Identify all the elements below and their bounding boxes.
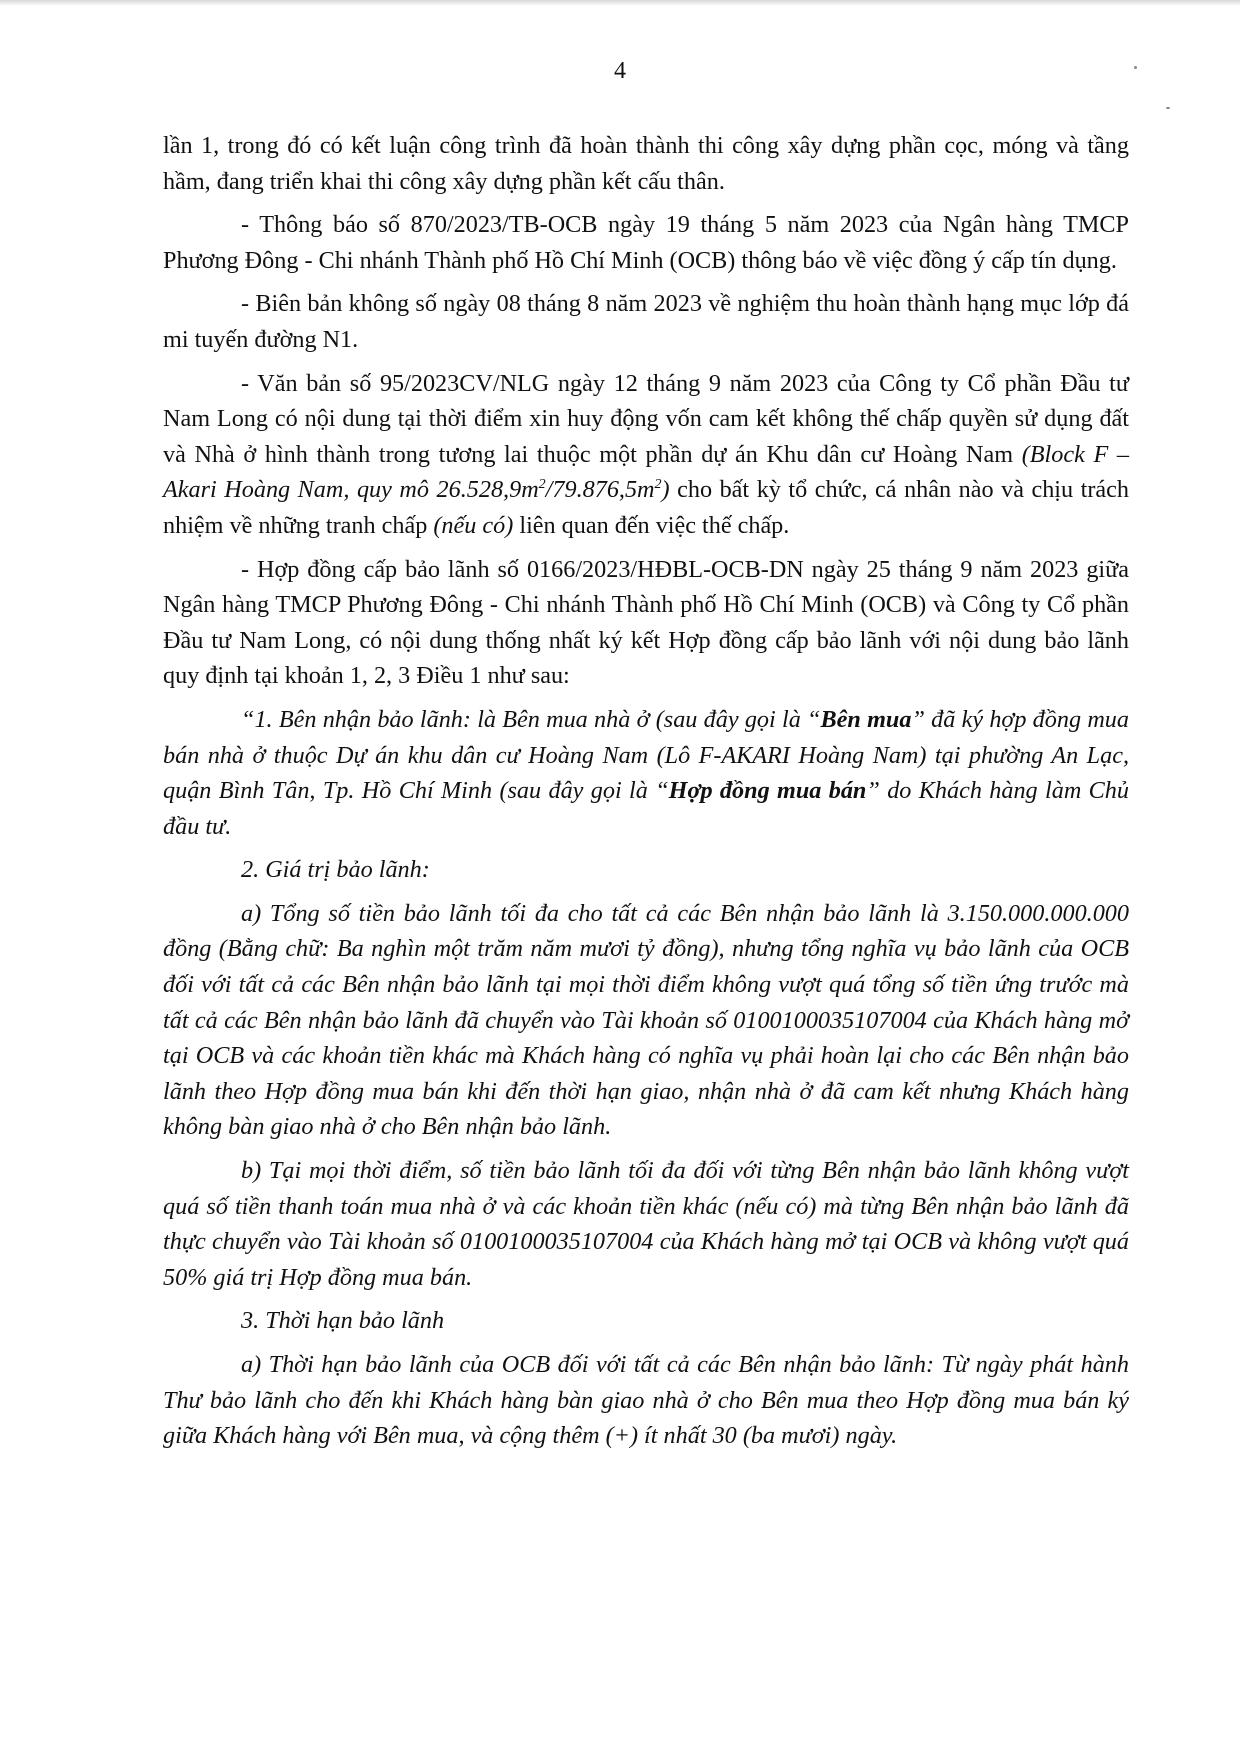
document-body [163,128,1129,1462]
text-run: /79.876,5m [545,476,655,504]
emphasis: Hợp đồng mua bán [668,777,867,805]
text-run: (nếu có) [433,511,514,539]
superscript: 2 [538,477,546,493]
scan-speck [1166,107,1170,109]
scan-edge [0,0,1240,6]
text-run: ) [661,476,670,504]
paragraph: lần 1, trong đó có kết luận công trình đã hoàn thành thi công xây dựng phần cọc, móng và tầng hầm, đang triển khai thi công xây dựng phần kết cấu thân. [163,132,1129,195]
quoted-clause: a) Tổng số tiền bảo lãnh tối đa cho tất cả các Bên nhận bảo lãnh là 3.150.000.000.000 đồng (Bằng chữ: Ba nghìn một trăm năm mươi tỷ đồng), nhưng tổng nghĩa vụ bảo lãnh của OCB đối với tất cả các Bên nhận bảo lãnh tại mọi thời điểm không vượt quá tổng số tiền ứng trước mà tất cả các Bên nhận bảo lãnh đã chuyển vào Tài khoản số 0100100035107004 của Khách hàng mở tại OCB và các khoản tiền khác mà Khách hàng có nghĩa vụ phải hoàn lại cho các Bên nhận bảo lãnh theo Hợp đồng mua bán khi đến thời hạn giao, nhận nhà ở đã cam kết nhưng Khách hàng không bàn giao nhà ở cho Bên nhận bảo lãnh. [163,899,1129,1141]
text-run: ” đã ký hợp đồng mua bán nhà ở thuộc Dự án khu dân cư Hoàng Nam (Lô F-AKARI Hoàng Nam) tại phường An Lạc, quận Bình Tân, Tp. Hồ Chí Minh (sau đây gọi là “ [163,705,1129,805]
paragraph: - Hợp đồng cấp bảo lãnh số 0166/2023/HĐBL-OCB-DN ngày 25 tháng 9 năm 2023 giữa Ngân hàng TMCP Phương Đông - Chi nhánh Thành phố Hồ Chí Minh (OCB) và Công ty Cổ phần Đầu tư Nam Long, có nội dung thống nhất ký kết Hợp đồng cấp bảo lãnh với nội dung bảo lãnh quy định tại khoản 1, 2, 3 Điều 1 như sau: [163,555,1129,690]
text-run: “1. Bên nhận bảo lãnh: là Bên mua nhà ở (sau đây gọi là “ [241,705,821,733]
paragraph [163,366,1129,544]
text-run: liên quan đến việc thế chấp. [513,511,790,539]
quoted-clause: b) Tại mọi thời điểm, số tiền bảo lãnh tối đa đối với từng Bên nhận bảo lãnh không vượt quá số tiền thanh toán mua nhà ở và các khoản tiền khác (nếu có) mà từng Bên nhận bảo lãnh đã thực chuyển vào Tài khoản số 0100100035107004 của Khách hàng mở tại OCB và không vượt quá 50% giá trị Hợp đồng mua bán. [163,1157,1129,1291]
text-run: cho bất kỳ tổ chức, cá nhân nào và chịu trách nhiệm về những tranh chấp [163,476,1130,539]
emphasis: Bên mua [820,705,912,733]
clause-heading: 3. Thời hạn bảo lãnh [241,1307,445,1335]
quoted-clause [163,702,1129,844]
clause-heading: 2. Giá trị bảo lãnh: [241,856,430,884]
paragraph: - Biên bản không số ngày 08 tháng 8 năm 2023 về nghiệm thu hoàn thành hạng mục lớp đá mi tuyến đường N1. [163,290,1129,353]
quoted-clause: a) Thời hạn bảo lãnh của OCB đối với tất cả các Bên nhận bảo lãnh: Từ ngày phát hành Thư bảo lãnh cho đến khi Khách hàng bàn giao nhà ở cho Bên mua theo Hợp đồng mua bán ký giữa Khách hàng với Bên mua, và cộng thêm (+) ít nhất 30 (ba mươi) ngày. [163,1351,1129,1450]
page-number: 4 [614,58,626,84]
text-run: ” do Khách hàng làm Chủ đầu tư. [163,777,1129,840]
text-run: - Văn bản số 95/2023CV/NLG ngày 12 tháng 9 năm 2023 của Công ty Cổ phần Đầu tư Nam Long có nội dung tại thời điểm xin huy động vốn cam kết không thế chấp quyền sử dụng đất và Nhà ở hình thành trong tương lai thuộc một phần dự án Khu dân cư Hoàng Nam [163,369,1129,468]
text-run: (Block F – Akari Hoàng Nam, quy mô 26.528,9m [163,440,1129,504]
paragraph: - Thông báo số 870/2023/TB-OCB ngày 19 tháng 5 năm 2023 của Ngân hàng TMCP Phương Đông - Chi nhánh Thành phố Hồ Chí Minh (OCB) thông báo về việc đồng ý cấp tín dụng. [163,211,1129,274]
superscript: 2 [654,477,662,493]
